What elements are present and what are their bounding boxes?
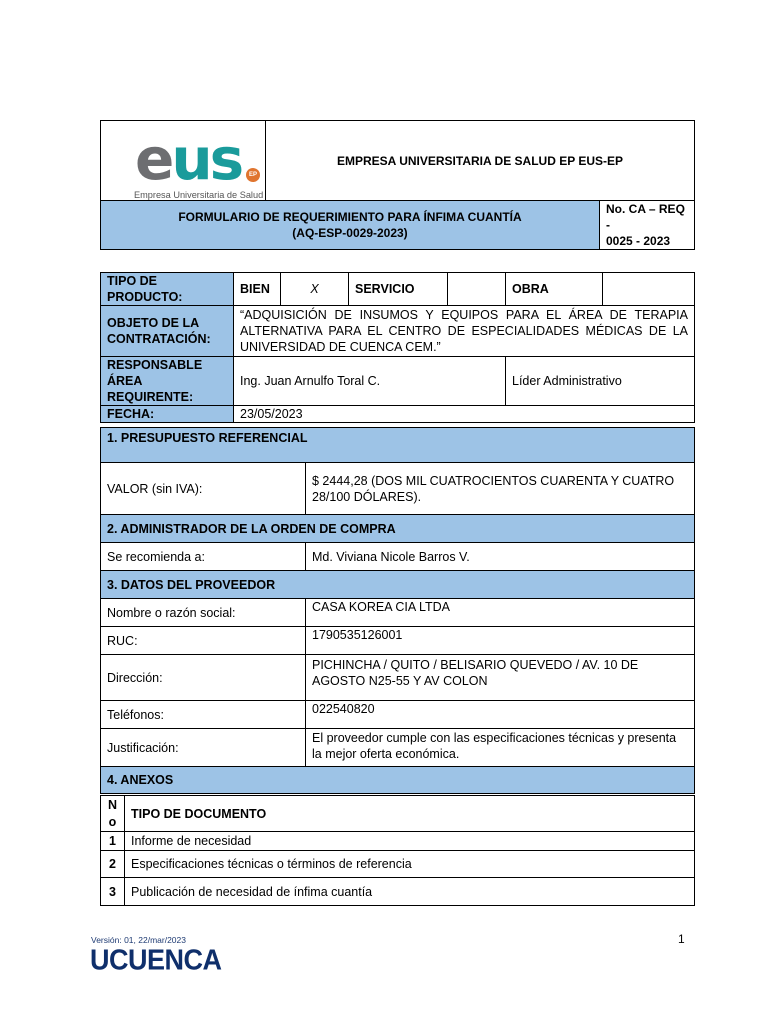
objeto-value: “ADQUISICIÓN DE INSUMOS Y EQUIPOS PARA EL ÁREA DE TERAPIA ALTERNATIVA PARA EL CENTRO DE ESPECIALIDADES MÉDICAS DE LA UNIVERSIDAD DE CUENCA CEM.” bbox=[234, 306, 695, 357]
tipo-producto-label: TIPO DE PRODUCTO: bbox=[101, 273, 234, 306]
valor-label: VALOR (sin IVA): bbox=[101, 463, 306, 515]
valor-value: $ 2444,28 (DOS MIL CUATROCIENTOS CUARENTA Y CUATRO 28/100 DÓLARES). bbox=[306, 463, 695, 515]
proveedor-telefonos-value: 022540820 bbox=[306, 701, 695, 729]
recomienda-label: Se recomienda a: bbox=[101, 543, 306, 571]
responsable-role: Líder Administrativo bbox=[506, 357, 695, 406]
proveedor-justificacion-value: El proveedor cumple con las especificaciones técnicas y presenta la mejor oferta económica. bbox=[306, 729, 695, 767]
anexo-number: 2 bbox=[101, 851, 125, 878]
section-proveedor-title: 3. DATOS DEL PROVEEDOR bbox=[101, 571, 695, 599]
anexos-doc-header: TIPO DE DOCUMENTO bbox=[125, 796, 695, 832]
ep-badge: EP bbox=[246, 168, 260, 182]
proveedor-nombre-label: Nombre o razón social: bbox=[101, 599, 306, 627]
servicio-label: SERVICIO bbox=[349, 273, 448, 306]
footer-version: Versión: 01, 22/mar/2023 bbox=[91, 935, 186, 945]
proveedor-telefonos-label: Teléfonos: bbox=[101, 701, 306, 729]
obra-checkbox-mark bbox=[603, 273, 695, 306]
page-number: 1 bbox=[678, 932, 685, 946]
recomienda-value: Md. Viviana Nicole Barros V. bbox=[306, 543, 695, 571]
obra-label: OBRA bbox=[506, 273, 603, 306]
company-title: EMPRESA UNIVERSITARIA DE SALUD EP EUS-EP bbox=[266, 121, 695, 201]
eus-logo-wordmark: eus bbox=[135, 125, 242, 193]
bien-checkbox-mark: X bbox=[281, 273, 349, 306]
responsable-label: RESPONSABLE ÁREA REQUIRENTE: bbox=[101, 357, 234, 406]
anexo-number: 1 bbox=[101, 832, 125, 851]
form-reference-number: No. CA – REQ - 0025 - 2023 bbox=[600, 201, 695, 250]
proveedor-direccion-value: PICHINCHA / QUITO / BELISARIO QUEVEDO / AV. 10 DE AGOSTO N25-55 Y AV COLON bbox=[306, 655, 695, 701]
anexo-doc: Especificaciones técnicas o términos de referencia bbox=[125, 851, 695, 878]
contract-info-table bbox=[100, 272, 695, 423]
proveedor-nombre-value: CASA KOREA CIA LTDA bbox=[306, 599, 695, 627]
bien-label: BIEN bbox=[234, 273, 281, 306]
proveedor-ruc-label: RUC: bbox=[101, 627, 306, 655]
section-presupuesto-title: 1. PRESUPUESTO REFERENCIAL bbox=[101, 428, 695, 463]
fecha-label: FECHA: bbox=[101, 406, 234, 423]
form-title: FORMULARIO DE REQUERIMIENTO PARA ÍNFIMA CUANTÍA (AQ-ESP-0029-2023) bbox=[101, 201, 600, 250]
anexo-doc: Publicación de necesidad de ínfima cuantía bbox=[125, 878, 695, 906]
section-anexos-title: 4. ANEXOS bbox=[101, 767, 695, 794]
anexos-no-header: No bbox=[101, 796, 125, 832]
sections-table bbox=[100, 427, 695, 794]
proveedor-justificacion-label: Justificación: bbox=[101, 729, 306, 767]
objeto-label: OBJETO DE LA CONTRATACIÓN: bbox=[101, 306, 234, 357]
document-header bbox=[100, 120, 695, 250]
anexo-doc: Informe de necesidad bbox=[125, 832, 695, 851]
eus-logo bbox=[101, 121, 266, 201]
responsable-name: Ing. Juan Arnulfo Toral C. bbox=[234, 357, 506, 406]
section-administrador-title: 2. ADMINISTRADOR DE LA ORDEN DE COMPRA bbox=[101, 515, 695, 543]
anexos-table bbox=[100, 795, 695, 906]
servicio-checkbox-mark bbox=[448, 273, 506, 306]
proveedor-direccion-label: Dirección: bbox=[101, 655, 306, 701]
ucuenca-logo: UCUENCA bbox=[90, 944, 222, 976]
proveedor-ruc-value: 1790535126001 bbox=[306, 627, 695, 655]
eus-logo-subtitle: Empresa Universitaria de Salud bbox=[134, 190, 264, 200]
fecha-value: 23/05/2023 bbox=[234, 406, 695, 423]
anexo-number: 3 bbox=[101, 878, 125, 906]
